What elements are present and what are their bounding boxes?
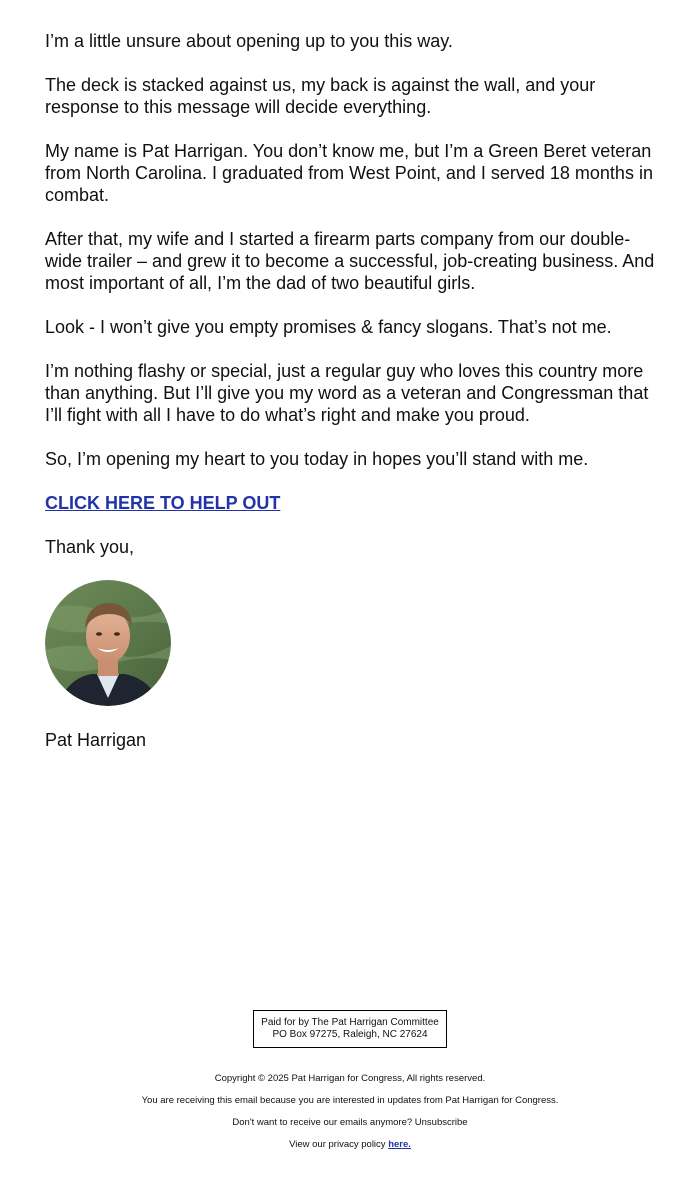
help-out-link[interactable]: CLICK HERE TO HELP OUT [45,493,281,513]
email-body [45,30,665,751]
unsubscribe-link[interactable]: Don't want to receive our emails anymore? Unsubscribe [232,1117,468,1128]
paragraph-introduction: My name is Pat Harrigan. You don’t know me, but I’m a Green Beret veteran from North Carolina. I graduated from West Point, and I served 18 months in combat. [45,141,653,205]
paid-for-disclaimer [253,1010,447,1048]
privacy-policy-line [0,1139,700,1151]
paragraph-promises: Look - I won’t give you empty promises & fancy slogans. That’s not me. [45,317,612,337]
signature: Pat Harrigan [45,730,147,750]
signoff: Thank you, [45,537,135,557]
copyright-notice: Copyright © 2025 Pat Harrigan for Congress, All rights reserved. [214,1073,486,1084]
paragraph-commitment: I’m nothing flashy or special, just a regular guy who loves this country more than anything. But I’ll give you my word as a veteran and Congressman that I’ll fight with all I have to do what’s right and make you proud. [45,361,649,425]
paragraph-ask: So, I’m opening my heart to you today in hopes you’ll stand with me. [45,449,589,469]
receiving-notice: You are receiving this email because you are interested in updates from Pat Harrigan for Congress. [141,1095,559,1106]
paragraph-opening: I’m a little unsure about opening up to you this way. [45,31,453,51]
privacy-prefix: View our privacy policy [289,1139,389,1150]
candidate-photo [45,580,171,706]
privacy-policy-link[interactable]: here. [388,1139,411,1150]
po-box-address: PO Box 97275, Raleigh, NC 27624 [272,1029,428,1040]
paragraph-stakes: The deck is stacked against us, my back is against the wall, and your response to this message will decide everything. [45,75,596,117]
paid-for-line: Paid for by The Pat Harrigan Committee [261,1017,439,1028]
email-footer [0,1010,700,1151]
paragraph-business: After that, my wife and I started a firearm parts company from our double-wide trailer – and grew it to become a successful, job-creating business. And most important of all, I’m the dad of two beautiful girls. [45,229,655,293]
